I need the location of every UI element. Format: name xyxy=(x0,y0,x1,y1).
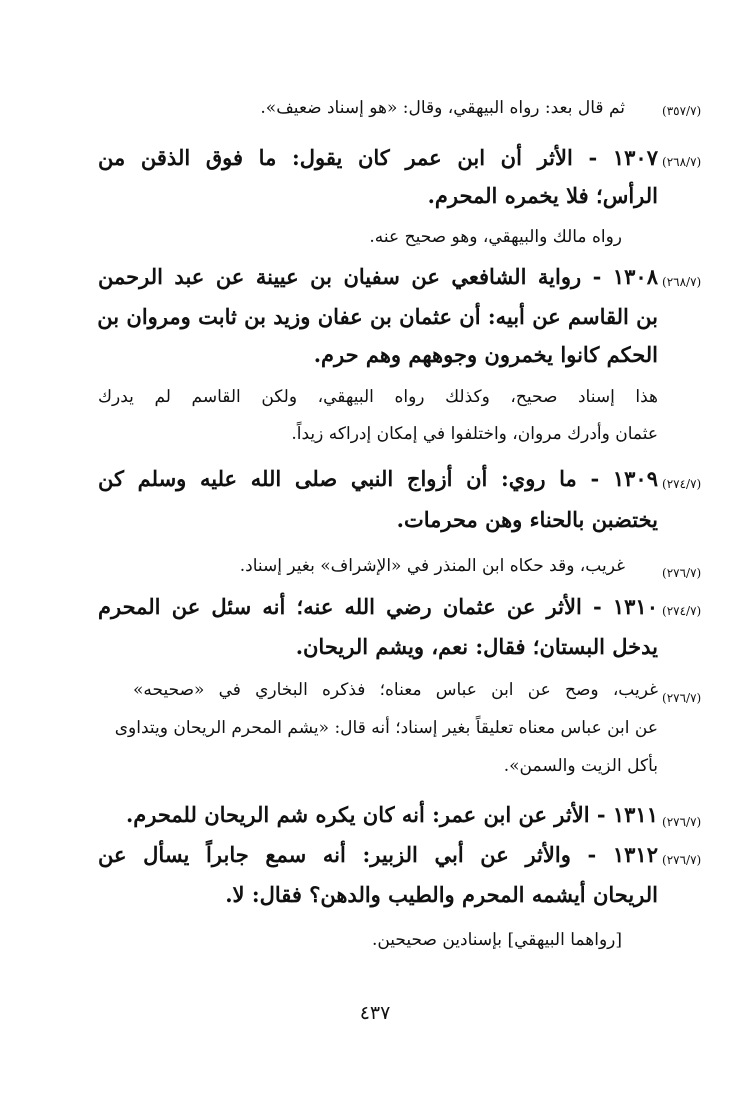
hadith-line: ١٣٠٩ - ما روي: أن أزواج النبي صلى الله عليه وسلم كن xyxy=(98,466,658,491)
hadith-line: ١٣١٢ - والأثر عن أبي الزبير: أنه سمع جابراً يسأل عن xyxy=(98,842,658,867)
commentary-line: [رواهما البيهقي] بإسنادين صحيحين. xyxy=(371,930,622,950)
volume-page-ref: (٢٧٤/٧) xyxy=(662,604,702,618)
commentary-line: غريب، وقد حكاه ابن المنذر في «الإشراف» بغير إسناد. xyxy=(239,556,625,576)
volume-page-ref: (٢٧٦/٧) xyxy=(662,566,702,580)
commentary-line: بأكل الزيت والسمن». xyxy=(503,756,658,776)
volume-page-ref: (٢٧٦/٧) xyxy=(662,691,702,705)
commentary-line: عن ابن عباس معناه تعليقاً بغير إسناد؛ أنه قال: «يشم المحرم الريحان ويتداوى xyxy=(114,718,658,738)
hadith-line: بن القاسم عن أبيه: أن عثمان بن عفان وزيد بن ثابت ومروان بن xyxy=(97,304,658,329)
volume-page-ref: (٢٦٨/٧) xyxy=(662,155,702,169)
page-number: ٤٣٧ xyxy=(359,1002,391,1024)
hadith-line: الحكم كانوا يخمرون وجوههم وهم حرم. xyxy=(313,342,658,367)
volume-page-ref: (٢٧٦/٧) xyxy=(662,853,702,867)
hadith-line: الريحان أيشمه المحرم والطيب والدهن؟ فقال: لا. xyxy=(225,882,658,907)
commentary-line: هذا إسناد صحيح، وكذلك رواه البيهقي، ولكن القاسم لم يدرك xyxy=(98,387,658,407)
hadith-line: يدخل البستان؛ فقال: نعم، ويشم الريحان. xyxy=(295,634,658,659)
volume-page-ref: (٣٥٧/٧) xyxy=(662,104,702,118)
commentary-line: ثم قال بعد: رواه البيهقي، وقال: «هو إسناد ضعيف». xyxy=(260,98,625,118)
hadith-line: يختضبن بالحناء وهن محرمات. xyxy=(396,507,658,532)
volume-page-ref: (٢٦٨/٧) xyxy=(662,275,702,289)
hadith-line: ١٣٠٨ - رواية الشافعي عن سفيان بن عيينة عن عبد الرحمن xyxy=(98,264,658,289)
hadith-line: ١٣١٠ - الأثر عن عثمان رضي الله عنه؛ أنه سئل عن المحرم xyxy=(98,594,658,619)
hadith-line: ١٣١١ - الأثر عن ابن عمر: أنه كان يكره شم الريحان للمحرم. xyxy=(125,802,658,827)
hadith-line: الرأس؛ فلا يخمره المحرم. xyxy=(427,183,658,208)
commentary-line: رواه مالك والبيهقي، وهو صحيح عنه. xyxy=(369,227,622,247)
commentary-line: غريب، وصح عن ابن عباس معناه؛ فذكره البخاري في «صحيحه» xyxy=(133,680,658,700)
commentary-line: عثمان وأدرك مروان، واختلفوا في إمكان إدراكه زيداً. xyxy=(291,424,658,444)
volume-page-ref: (٢٧٦/٧) xyxy=(662,815,702,829)
hadith-line: ١٣٠٧ - الأثر أن ابن عمر كان يقول: ما فوق الذقن من xyxy=(98,145,658,170)
volume-page-ref: (٢٧٤/٧) xyxy=(662,477,702,491)
